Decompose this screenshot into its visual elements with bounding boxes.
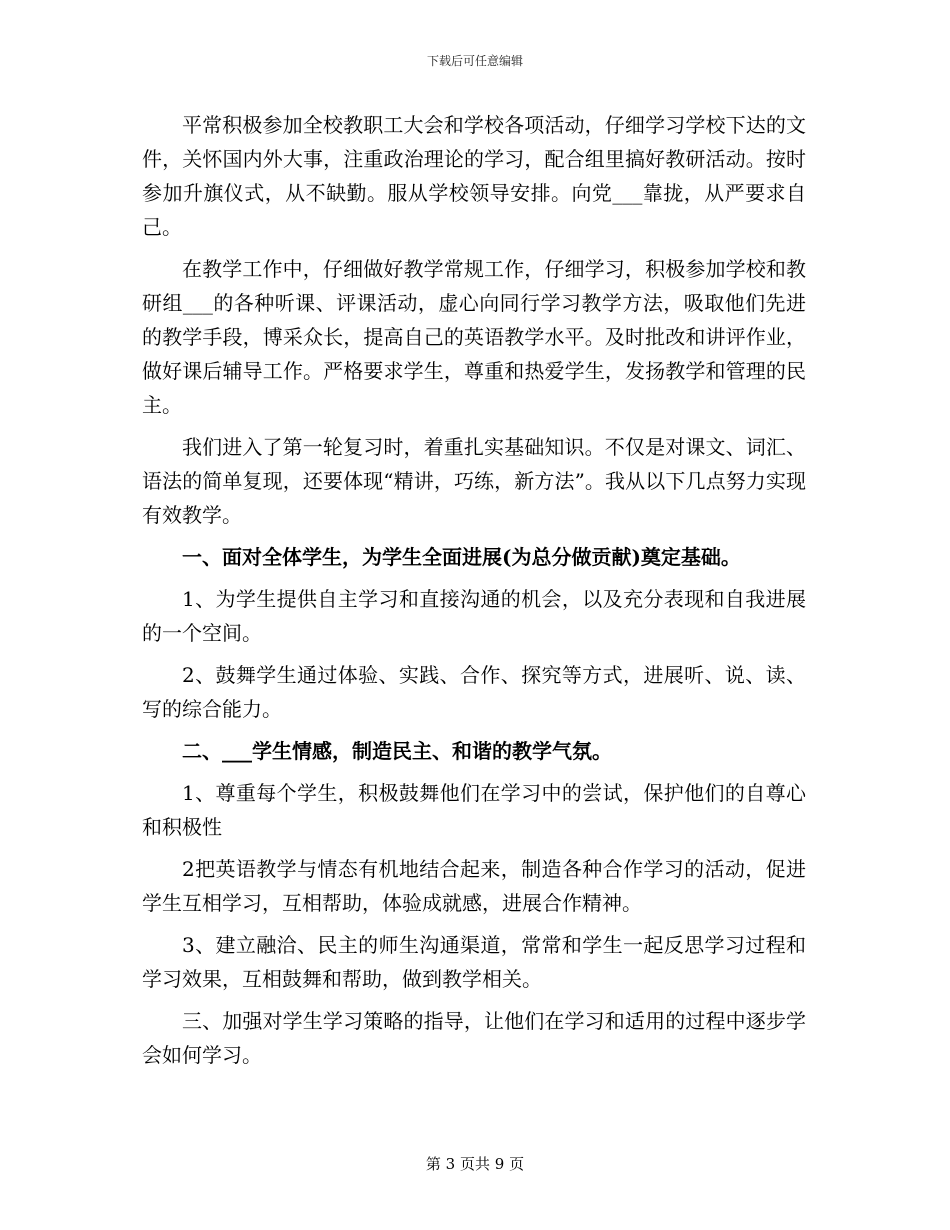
paragraph-item-1-1: 1、为学生提供自主学习和直接沟通的机会，以及充分表现和自我进展的一个空间。 [142,587,806,645]
paragraph-item-2-3: 3、建立融洽、民主的师生沟通渠道，常常和学生一起反思学习过程和学习效果，互相鼓舞和帮助，做到教学相关。 [142,933,806,991]
paragraph-2: 在教学工作中，仔细做好教学常规工作，仔细学习，积极参加学校和教研组___的各种听课、评课活动，虚心向同行学习教学方法，吸取他们先进的教学手段，博采众长，提高自己的英语教学水平。及时批改和讲评作业，做好课后辅导工作。严格要求学生，尊重和热爱学生，发扬教学和管理的民主。 [142,257,806,417]
page-number: 第 3 页共 9 页 [425,1155,525,1173]
paragraph-item-2-2: 2把英语教学与情态有机地结合起来，制造各种合作学习的活动，促进学生互相学习，互相帮助，体验成就感，进展合作精神。 [142,857,806,915]
section-heading-3: 三、加强对学生学习策略的指导，让他们在学习和适用的过程中逐步学会如何学习。 [142,1009,806,1067]
section-heading-2: 二、___学生情感，制造民主、和谐的教学气氛。 [182,739,612,763]
document-body [142,108,806,1080]
paragraph-1: 平常积极参加全校教职工大会和学校各项活动，仔细学习学校下达的文件，关怀国内外大事，注重政治理论的学习，配合组里搞好教研活动。按时参加升旗仪式，从不缺勤。服从学校领导安排。向党___靠拢，从严要求自己。 [142,113,806,239]
page-header: 下载后可任意编辑 [426,54,523,68]
paragraph-3: 我们进入了第一轮复习时，着重扎实基础知识。不仅是对课文、词汇、语法的简单复现，还要体现“精讲，巧练，新方法”。我从以下几点努力实现有效教学。 [142,435,806,527]
section-heading-1: 一、面对全体学生，为学生全面进展(为总分做贡献)奠定基础。 [182,545,741,569]
paragraph-item-1-2: 2、鼓舞学生通过体验、实践、合作、探究等方式，进展听、说、读、写的综合能力。 [142,663,806,721]
paragraph-item-2-1: 1、尊重每个学生，积极鼓舞他们在学习中的尝试，保护他们的自尊心和积极性 [142,781,806,839]
